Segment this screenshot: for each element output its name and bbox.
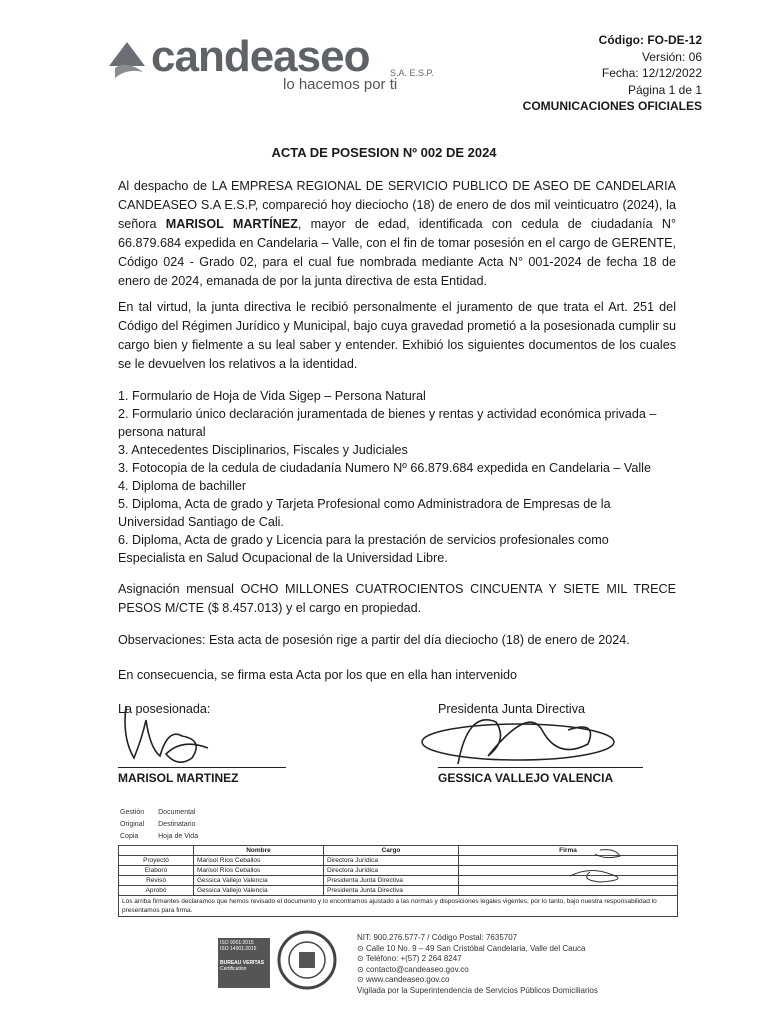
email-text: contacto@candeaseo.gov.co bbox=[365, 964, 469, 974]
stamp-value: Hoja de Vida bbox=[158, 833, 199, 840]
left-signature-scribble-icon bbox=[112, 698, 222, 770]
location-icon: ⊙ bbox=[357, 943, 366, 953]
left-signature-label: La posesionada: bbox=[118, 702, 211, 716]
list-item: 4. Diploma de bachiller bbox=[118, 479, 247, 493]
row-name: Marisol Ríos Ceballos bbox=[194, 856, 324, 866]
doc-type: COMUNICACIONES OFICIALES bbox=[522, 99, 702, 113]
header-firma: Firma bbox=[459, 846, 678, 856]
doc-version: Versión: 06 bbox=[641, 49, 702, 64]
stamp-key: Copia bbox=[120, 833, 139, 840]
logo-name: candeaseo bbox=[151, 32, 370, 81]
footer-vigilada: Vigilada por la Superintendencia de Servicios Públicos Domiciliarios bbox=[357, 985, 598, 995]
paragraph-salary: Asignación mensual OCHO MILLONES CUATROCIENTOS CINCUENTA Y SIETE MIL TRECE PESOS M/CTE ($ 8.457.013) y el cargo en propiedad. bbox=[118, 582, 676, 615]
stamp-key: Original bbox=[120, 821, 145, 828]
row-name: Gessica Vallejo Valencia bbox=[194, 876, 324, 886]
table-signatures-scribble-icon bbox=[560, 846, 640, 886]
table-row bbox=[120, 832, 210, 842]
row-cargo: Directora Jurídica bbox=[324, 856, 459, 866]
web-icon: ⊙ bbox=[357, 975, 366, 984]
stamp-key: Gestión bbox=[120, 809, 145, 816]
candeaseo-mark-icon bbox=[105, 38, 149, 82]
documents-list bbox=[118, 387, 676, 567]
doc-code: Código: FO-DE-12 bbox=[598, 33, 702, 47]
paragraph-consequence: En consecuencia, se firma esta Acta por los que en ella han intervenido bbox=[118, 668, 518, 682]
bureau-veritas-seal-icon bbox=[277, 930, 337, 990]
table-row bbox=[120, 808, 210, 818]
document-control-info bbox=[523, 32, 702, 115]
footer-nit: NIT: 900.276.577-7 / Código Postal: 7635707 bbox=[357, 933, 518, 942]
row-role: Aprobó bbox=[119, 886, 194, 896]
table-row bbox=[120, 820, 210, 830]
list-item: 3. Fotocopia de la cedula de ciudadanía Numero Nº 66.879.684 expedida en Candelaria – Valle bbox=[118, 461, 651, 475]
row-role: Revisó bbox=[119, 876, 194, 886]
cert-line: ISO 14001:2015 bbox=[220, 946, 257, 952]
row-role: Elaboró bbox=[119, 866, 194, 876]
left-signature-name: MARISOL MARTINEZ bbox=[118, 771, 239, 785]
row-cargo: Directora Jurídica bbox=[324, 866, 459, 876]
row-role: Proyectó bbox=[119, 856, 194, 866]
row-cargo: Presidenta Junta Directiva bbox=[324, 886, 459, 896]
footer-address bbox=[357, 944, 598, 955]
company-logo bbox=[105, 32, 435, 96]
footer-contact bbox=[357, 933, 598, 996]
stamp-value: Documental bbox=[158, 809, 196, 816]
logo-tagline: lo hacemos por ti bbox=[283, 76, 398, 93]
right-signature-label: Presidenta Junta Directiva bbox=[438, 702, 585, 716]
bureau-veritas-certificate bbox=[218, 938, 270, 988]
doc-date: Fecha: 12/12/2022 bbox=[601, 66, 702, 80]
row-name: Gessica Vallejo Valencia bbox=[194, 886, 324, 896]
logo-suffix: S.A. E.S.P. bbox=[390, 68, 434, 78]
paragraph-intro bbox=[118, 177, 676, 291]
right-signature-name: GESSICA VALLEJO VALENCIA bbox=[438, 771, 614, 785]
stamp-value: Destinatario bbox=[158, 821, 196, 828]
web-text: www.candeaseo.gov.co bbox=[365, 975, 450, 984]
list-item: 3. Antecedentes Disciplinarios, Fiscales y Judiciales bbox=[118, 443, 408, 457]
list-item: 5. Diploma, Acta de grado y Tarjeta Profesional como Administradora de Empresas de la Universidad Santiago de Cali. bbox=[118, 497, 611, 529]
footer-email bbox=[357, 965, 598, 976]
cert-line: ISO 9001:2015 bbox=[220, 940, 254, 946]
paragraph-observations: Observaciones: Esta acta de posesión rige a partir del día dieciocho (18) de enero de 2024. bbox=[118, 633, 630, 647]
right-signature-scribble-icon bbox=[418, 700, 628, 772]
phone-text: Teléfono: +(57) 2 264 8247 bbox=[365, 954, 462, 963]
list-item: 6. Diploma, Acta de grado y Licencia para la prestación de servicios profesionales como Especialista en Salud Ocupacional de la Universidad Libre. bbox=[118, 533, 609, 565]
list-item: 1. Formulario de Hoja de Vida Sigep – Persona Natural bbox=[118, 389, 426, 403]
header-empty bbox=[119, 846, 194, 856]
left-signature-line bbox=[118, 767, 286, 768]
address-text: Calle 10 No. 9 – 49 San Cristóbal Candelaria, Valle del Cauca bbox=[365, 943, 586, 953]
header-nombre: Nombre bbox=[194, 846, 324, 856]
table-row bbox=[119, 886, 678, 896]
row-firma bbox=[459, 886, 678, 896]
approval-note: Los arriba firmantes declaramos que hemos revisado el documento y lo encontramos ajustado a las normas y disposiciones legales vigentes, por lo tanto, bajo nuestra responsabilidad lo presentamos para firma. bbox=[119, 896, 678, 917]
page-title: ACTA DE POSESION Nº 002 DE 2024 bbox=[271, 145, 497, 160]
paragraph-oath: En tal virtud, la junta directiva le recibió personalmente el juramento de que trata el Art. 251 del Código del Régimen Jurídico y Municipal, bajo cuya gravedad prometió a la posesionada cumplir su cargo bien y fielmente a su leal saber y entender. Exhibió los siguientes documentos de los cuales se le devuelven los relativos a la identidad. bbox=[118, 300, 676, 371]
right-signature-line bbox=[438, 767, 643, 768]
header-cargo: Cargo bbox=[324, 846, 459, 856]
cert-line: Certification bbox=[220, 966, 247, 972]
table-note-row bbox=[119, 896, 678, 917]
cert-line: BUREAU VERITAS bbox=[220, 960, 265, 966]
document-routing-stamp bbox=[118, 806, 212, 844]
footer-phone bbox=[357, 954, 598, 965]
list-item: 2. Formulario único declaración juramentada de bienes y rentas y actividad económica privada – persona natural bbox=[118, 407, 657, 439]
footer-web bbox=[357, 975, 598, 986]
doc-page: Página 1 de 1 bbox=[627, 82, 702, 97]
phone-icon: ⊙ bbox=[357, 954, 366, 963]
row-cargo: Presidenta Junta Directiva bbox=[324, 876, 459, 886]
row-name: Marisol Ríos Ceballos bbox=[194, 866, 324, 876]
intro-text-2: , mayor de edad, identificada con cedula de ciudadanía N° 66.879.684 expedida en Candelaria – Valle, con el fin de tomar posesión en el cargo de GERENTE, Código 024 - Grado 02, para el cual fue nombrada mediante Acta N° 001-2024 de fecha 18 de enero de 2024, emanada de por la junta directiva de esta Entidad. bbox=[118, 217, 676, 288]
email-icon: ⊙ bbox=[357, 964, 366, 974]
intro-text-1: Al despacho de LA EMPRESA REGIONAL DE SERVICIO PUBLICO DE ASEO DE CANDELARIA CANDEASEO S.A E.S.P, compareció hoy dieciocho (18) de enero de dos mil veinticuatro (2024), la señora bbox=[118, 179, 676, 231]
posesionada-name: MARISOL MARTÍNEZ bbox=[165, 217, 298, 231]
